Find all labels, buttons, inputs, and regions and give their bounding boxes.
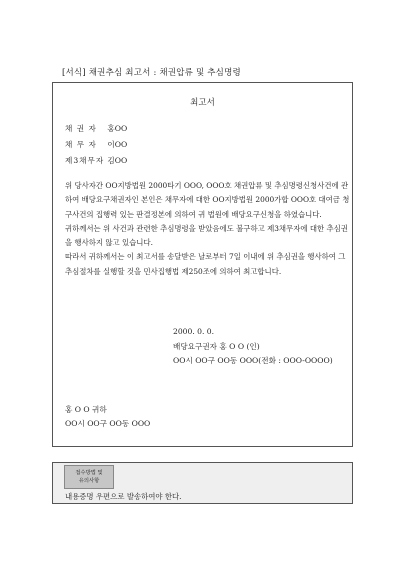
party-value: 김OO [107,156,128,165]
body-paragraph: 위 당사자간 OO지방법원 2000타기 OOO, OOO호 채권압류 및 추심명령신청사건에 관하여 배당요구채권자인 본인은 채무자에 대한 OO지방법원 2000가합 OOO호 대여금 청구사건의 집행력 있는 판결정본에 의하여 귀 법원에 배당요구신청을 하였습니다. [65,181,350,219]
notes-box [52,462,353,504]
recipient-name: 홍 O O 귀하 [65,405,107,414]
document-body [65,179,350,279]
document-title: 최고서 [190,98,215,108]
document-date: 2000. 0. 0. [173,327,215,336]
body-paragraph: 따라서 귀하께서는 이 최고서를 송달받은 날로부터 7일 이내에 위 추심권을 행사하여 그 추심절차를 실행할 것을 민사집행법 제250조에 의하여 최고합니다. [65,252,346,276]
sender-address: OO시 OO구 OO동 OOO(전화 : OOO-OOOO) [173,356,333,365]
recipient-block [65,403,150,431]
sender-name: 배당요구권자 홍 O O (인) [173,341,260,351]
document-frame [52,82,353,447]
body-paragraph: 귀하께서는 위 사건과 관련한 추심명령을 받았음에도 불구하고 제3채무자에 대한 추심권을 행사하지 않고 있습니다. [65,223,348,248]
form-header: [서식] 채권추심 최고서 : 채권압류 및 추심명령 [62,68,241,78]
party-label: 채 권 자 [65,124,97,133]
party-label: 채 무 자 [65,140,97,149]
notes-label-line: 접수방법 및 [75,470,103,476]
parties-list [65,121,127,169]
notes-text: 내용증명 우편으로 발송하여야 한다. [65,492,182,501]
party-value: 이OO [107,140,128,149]
party-value: 홍OO [107,124,128,133]
notes-label-line: 유의사항 [78,478,100,484]
party-creditor [65,121,127,137]
party-label: 제3채무자 [65,156,105,165]
party-debtor [65,137,127,153]
signature-block [173,325,333,369]
recipient-address: OO시 OO구 OO동 OOO [65,419,151,428]
notes-label [64,465,114,489]
party-third-debtor [65,153,127,169]
